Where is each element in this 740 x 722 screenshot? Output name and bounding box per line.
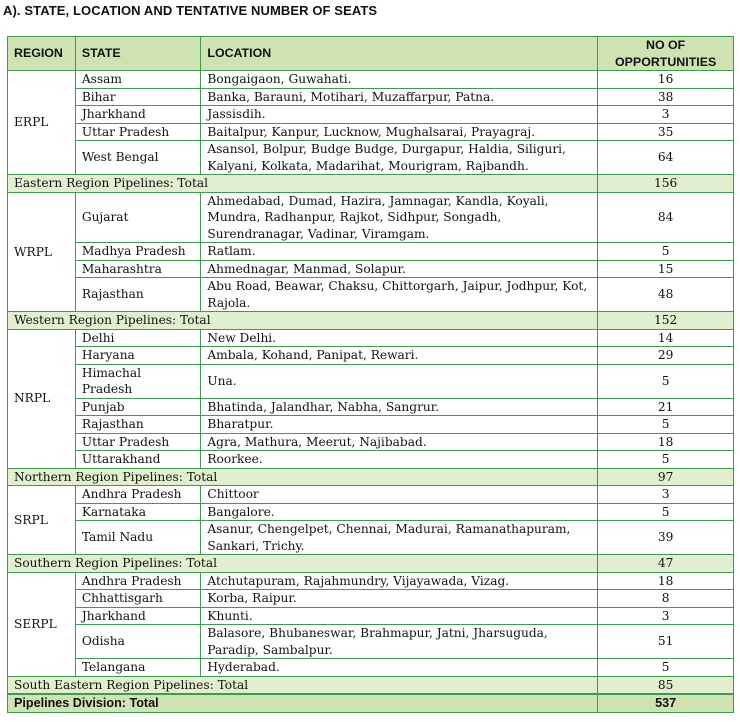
table-row — [8, 521, 734, 555]
location-cell: Korba, Raipur. — [201, 590, 598, 608]
state-cell: Uttar Pradesh — [75, 123, 201, 141]
column-header-opportunities-line1: NO OF — [646, 38, 686, 52]
region-total-row — [8, 676, 734, 694]
state-cell: Rajasthan — [75, 278, 201, 312]
table-row — [8, 88, 734, 106]
location-cell: Hyderabad. — [201, 659, 598, 677]
table-row — [8, 416, 734, 434]
table-row — [8, 607, 734, 625]
region-total-value: 47 — [598, 555, 734, 573]
table-row — [8, 572, 734, 590]
location-cell: Ahmednagar, Manmad, Solapur. — [201, 260, 598, 278]
region-total-label: South Eastern Region Pipelines: Total — [8, 676, 598, 694]
grand-total-label: Pipelines Division: Total — [8, 694, 598, 712]
table-row — [8, 141, 734, 175]
region-total-value: 156 — [598, 175, 734, 193]
state-cell: Uttar Pradesh — [75, 433, 201, 451]
state-cell: Telangana — [75, 659, 201, 677]
table-row — [8, 278, 734, 312]
region-code-cell: SERPL — [8, 572, 76, 676]
state-cell: Maharashtra — [75, 260, 201, 278]
seats-cell: 5 — [598, 451, 734, 469]
state-cell: Andhra Pradesh — [75, 572, 201, 590]
location-cell: Bongaigaon, Guwahati. — [201, 71, 598, 89]
seats-cell: 3 — [598, 106, 734, 124]
state-cell: Jharkhand — [75, 106, 201, 124]
seats-cell: 84 — [598, 192, 734, 243]
table-body — [8, 71, 734, 713]
state-cell: Bihar — [75, 88, 201, 106]
seats-cell: 18 — [598, 433, 734, 451]
region-total-label: Southern Region Pipelines: Total — [8, 555, 598, 573]
column-header-opportunities-line2: OPPORTUNITIES — [615, 54, 717, 69]
state-cell: Rajasthan — [75, 416, 201, 434]
location-cell: Ahmedabad, Dumad, Hazira, Jamnagar, Kandla, Koyali, Mundra, Radhanpur, Rajkot, Sidhpur, Songadh, Surendranagar, Vadinar, Viramgam. — [201, 192, 598, 243]
region-total-row — [8, 175, 734, 193]
state-cell: Madhya Pradesh — [75, 243, 201, 261]
state-cell: Tamil Nadu — [75, 521, 201, 555]
location-cell: Banka, Barauni, Motihari, Muzaffarpur, Patna. — [201, 88, 598, 106]
location-cell: Ambala, Kohand, Panipat, Rewari. — [201, 347, 598, 365]
location-cell: Una. — [201, 364, 598, 398]
location-cell: Bangalore. — [201, 503, 598, 521]
location-cell: Khunti. — [201, 607, 598, 625]
seats-cell: 51 — [598, 625, 734, 659]
location-cell: Ratlam. — [201, 243, 598, 261]
column-header-opportunities — [598, 37, 734, 71]
grand-total-row — [8, 694, 734, 712]
seats-cell: 3 — [598, 486, 734, 504]
seats-cell: 18 — [598, 572, 734, 590]
seats-cell: 48 — [598, 278, 734, 312]
seats-cell: 5 — [598, 364, 734, 398]
seats-cell: 64 — [598, 141, 734, 175]
table-row — [8, 625, 734, 659]
seats-cell: 8 — [598, 590, 734, 608]
table-row — [8, 260, 734, 278]
location-cell: Chittoor — [201, 486, 598, 504]
region-code-cell: WRPL — [8, 192, 76, 312]
region-code-cell: SRPL — [8, 486, 76, 555]
seats-cell: 3 — [598, 607, 734, 625]
region-total-row — [8, 312, 734, 330]
location-cell: New Delhi. — [201, 329, 598, 347]
seats-cell: 14 — [598, 329, 734, 347]
region-total-row — [8, 468, 734, 486]
location-cell: Bharatpur. — [201, 416, 598, 434]
table-row — [8, 433, 734, 451]
grand-total-value: 537 — [598, 694, 734, 712]
location-cell: Jassisdih. — [201, 106, 598, 124]
table-row — [8, 398, 734, 416]
state-cell: Himachal Pradesh — [75, 364, 201, 398]
seats-table — [7, 36, 734, 713]
column-header-location: LOCATION — [201, 37, 598, 71]
region-code-cell: NRPL — [8, 329, 76, 468]
region-total-value: 85 — [598, 676, 734, 694]
seats-cell: 39 — [598, 521, 734, 555]
region-total-label: Western Region Pipelines: Total — [8, 312, 598, 330]
location-cell: Agra, Mathura, Meerut, Najibabad. — [201, 433, 598, 451]
location-cell: Asansol, Bolpur, Budge Budge, Durgapur, Haldia, Siliguri, Kalyani, Kolkata, Madarihat, Mourigram, Rajbandh. — [201, 141, 598, 175]
table-row — [8, 486, 734, 504]
document-heading: A). STATE, LOCATION AND TENTATIVE NUMBER OF SEATS — [3, 3, 378, 18]
region-total-row — [8, 555, 734, 573]
table-row — [8, 123, 734, 141]
location-cell: Roorkee. — [201, 451, 598, 469]
seats-cell: 5 — [598, 659, 734, 677]
seats-cell: 5 — [598, 503, 734, 521]
seats-cell: 21 — [598, 398, 734, 416]
seats-cell: 38 — [598, 88, 734, 106]
state-cell: Odisha — [75, 625, 201, 659]
table-row — [8, 451, 734, 469]
location-cell: Balasore, Bhubaneswar, Brahmapur, Jatni, Jharsuguda, Paradip, Sambalpur. — [201, 625, 598, 659]
region-code-cell: ERPL — [8, 71, 76, 175]
region-total-label: Northern Region Pipelines: Total — [8, 468, 598, 486]
column-header-region: REGION — [8, 37, 76, 71]
table-row — [8, 243, 734, 261]
state-cell: Jharkhand — [75, 607, 201, 625]
table-row — [8, 329, 734, 347]
location-cell: Atchutapuram, Rajahmundry, Vijayawada, Vizag. — [201, 572, 598, 590]
state-cell: Delhi — [75, 329, 201, 347]
region-total-value: 97 — [598, 468, 734, 486]
table-row — [8, 364, 734, 398]
state-cell: West Bengal — [75, 141, 201, 175]
region-total-label: Eastern Region Pipelines: Total — [8, 175, 598, 193]
region-total-value: 152 — [598, 312, 734, 330]
state-cell: Assam — [75, 71, 201, 89]
state-cell: Uttarakhand — [75, 451, 201, 469]
seats-cell: 29 — [598, 347, 734, 365]
table-row — [8, 503, 734, 521]
column-header-state: STATE — [75, 37, 201, 71]
table-row — [8, 106, 734, 124]
location-cell: Abu Road, Beawar, Chaksu, Chittorgarh, Jaipur, Jodhpur, Kot, Rajola. — [201, 278, 598, 312]
table-row — [8, 659, 734, 677]
state-cell: Karnataka — [75, 503, 201, 521]
seats-cell: 15 — [598, 260, 734, 278]
state-cell: Chhattisgarh — [75, 590, 201, 608]
table-row — [8, 192, 734, 243]
state-cell: Gujarat — [75, 192, 201, 243]
state-cell: Punjab — [75, 398, 201, 416]
table-header-row — [8, 37, 734, 71]
location-cell: Asanur, Chengelpet, Chennai, Madurai, Ramanathapuram, Sankari, Trichy. — [201, 521, 598, 555]
table-row — [8, 347, 734, 365]
state-cell: Haryana — [75, 347, 201, 365]
state-cell: Andhra Pradesh — [75, 486, 201, 504]
location-cell: Baitalpur, Kanpur, Lucknow, Mughalsarai, Prayagraj. — [201, 123, 598, 141]
table-row — [8, 71, 734, 89]
table-row — [8, 590, 734, 608]
seats-cell: 16 — [598, 71, 734, 89]
seats-cell: 5 — [598, 243, 734, 261]
seats-cell: 5 — [598, 416, 734, 434]
seats-cell: 35 — [598, 123, 734, 141]
location-cell: Bhatinda, Jalandhar, Nabha, Sangrur. — [201, 398, 598, 416]
